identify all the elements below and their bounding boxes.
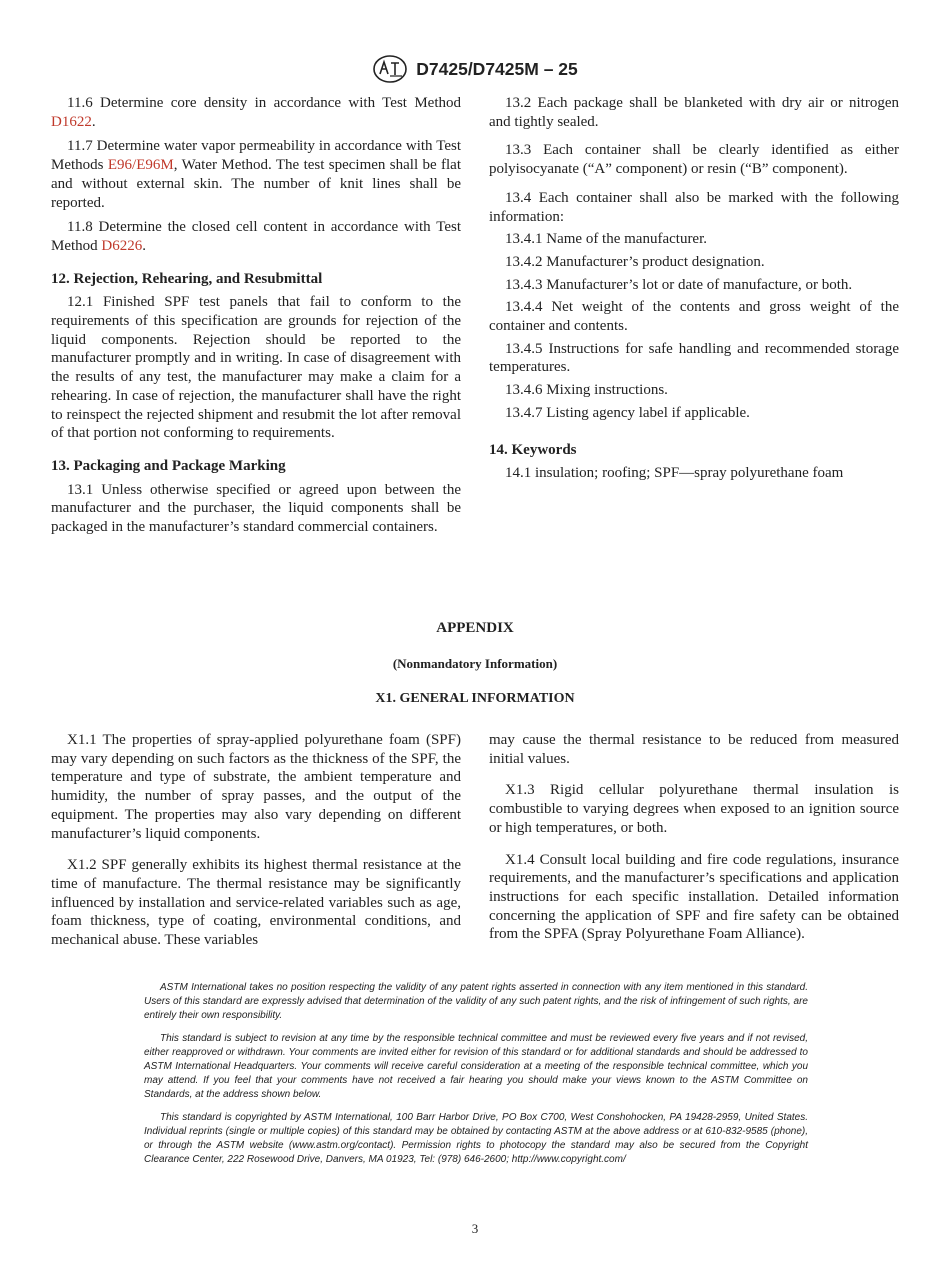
list-item: 13.4.5 Instructions for safe handling and recommended storage temperatures. bbox=[489, 340, 899, 376]
paragraph-x1-4: X1.4 Consult local building and fire code regulations, insurance requirements, and the manufacturer’s specifications and application instructions for each specific installation. Detailed information concerning the application of SPF and fire safety can be obtained from the SPFA (Spray Polyurethane Foam Alliance). bbox=[489, 851, 899, 943]
appendix-left-column bbox=[51, 731, 461, 950]
paragraph-14-1: 14.1 insulation; roofing; SPF—spray polyurethane foam bbox=[505, 465, 844, 482]
paragraph-11-7: 11.7 Determine water vapor permeability in accordance with Test Methods E96/E96M, Water Method. The test specimen shall be flat and without external skin. The number of knit lines shall be reported. bbox=[51, 138, 462, 211]
link-d1622[interactable]: D1622 bbox=[51, 113, 92, 130]
paragraph-12-1: 12.1 Finished SPF test panels that fail to conform to the requirements of this specification are grounds for rejection of the liquid components. Rejection should be reported to the manufacturer promptly and in writing. In case of disagreement with the results of any test, the manufacturer may make a claim for a rehearing. In case of rejection, the manufacturer shall have the right to reinspect the rejected shipment and resubmit the lot after removal of that portion not conforming to requirements. bbox=[51, 294, 461, 442]
list-item: 13.4.6 Mixing instructions. bbox=[505, 382, 668, 399]
paragraph-11-8: 11.8 Determine the closed cell content in accordance with Test Method D6226. bbox=[51, 219, 461, 254]
section-14-heading: 14. Keywords bbox=[489, 441, 577, 458]
paragraph-x1-2-continued: may cause the thermal resistance to be reduced from measured initial values. bbox=[489, 732, 899, 767]
paragraph-11-6: 11.6 Determine core density in accordance with Test Method D1622. bbox=[51, 95, 461, 130]
list-item: 13.4.7 Listing agency label if applicable. bbox=[505, 404, 750, 421]
footer-patent-notice: ASTM International takes no position respecting the validity of any patent rights asserted in connection with any item mentioned in this standard. Users of this standard are expressly advised that determination of the validity of any such patent rights, and the risk of infringement of such rights, are entirely their own responsibility. bbox=[144, 982, 808, 1021]
paragraph-x1-3: X1.3 Rigid cellular polyurethane thermal insulation is combustible to varying degrees when exposed to an ignition source or high temperatures, or both. bbox=[489, 782, 899, 836]
link-d6226[interactable]: D6226 bbox=[101, 237, 143, 254]
document-id: D7425/D7425M – 25 bbox=[416, 58, 578, 79]
page-header bbox=[0, 52, 950, 86]
left-column bbox=[51, 94, 461, 537]
link-e96[interactable]: E96/E96M bbox=[107, 157, 174, 174]
right-column bbox=[489, 94, 899, 483]
legal-footer bbox=[144, 981, 808, 1167]
astm-logo-icon bbox=[372, 54, 408, 84]
section-12-heading: 12. Rejection, Rehearing, and Resubmittal bbox=[51, 270, 323, 287]
paragraph-13-1: 13.1 Unless otherwise specified or agreed upon between the manufacturer and the purchaser, the liquid components shall be packaged in the manufacturer’s standard commercial containers. bbox=[51, 481, 461, 536]
x1-heading: X1. GENERAL INFORMATION bbox=[375, 691, 575, 706]
section-13-heading: 13. Packaging and Package Marking bbox=[51, 457, 286, 474]
paragraph-13-2: 13.2 Each package shall be blanketed with dry air or nitrogen and tightly sealed. bbox=[489, 95, 899, 130]
footer-revision-notice: This standard is subject to revision at any time by the responsible technical committee and must be reviewed every five years and if not revised, either reapproved or withdrawn. Your comments are invited either for revision of this standard or for additional standards and should be addressed to ASTM International Headquarters. Your comments will receive careful consideration at a meeting of the responsible technical committee, which you may attend. If you feel that your comments have not received a fair hearing you should make your views known to the ASTM Committee on Standards, at the address shown below. bbox=[144, 1033, 808, 1100]
list-item: 13.4.1 Name of the manufacturer. bbox=[505, 231, 708, 248]
appendix-title: APPENDIX bbox=[436, 620, 514, 636]
page-number: 3 bbox=[471, 1221, 479, 1236]
paragraph-x1-2: X1.2 SPF generally exhibits its highest thermal resistance at the time of manufacture. The thermal resistance may be significantly influenced by installation and service-related variables such as age, foam thickness, type of coating, environmental conditions, and mechanical abuse. These variables bbox=[51, 857, 461, 949]
paragraph-x1-1: X1.1 The properties of spray-applied polyurethane foam (SPF) may vary depending on such factors as the thickness of the SPF, the temperature and type of substrate, the ambient temperature and humidity, the number of spray passes, and the output of the equipment. The properties may also vary depending on different manufacturer’s liquid components. bbox=[51, 732, 461, 842]
list-item: 13.4.4 Net weight of the contents and gross weight of the container and contents. bbox=[489, 299, 899, 335]
list-item: 13.4.2 Manufacturer’s product designation. bbox=[505, 253, 765, 270]
appendix-subtitle: (Nonmandatory Information) bbox=[392, 656, 558, 671]
list-item: 13.4.3 Manufacturer’s lot or date of manufacture, or both. bbox=[505, 276, 853, 293]
footer-copyright-notice: This standard is copyrighted by ASTM International, 100 Barr Harbor Drive, PO Box C700, West Conshohocken, PA 19428-2959, United States. Individual reprints (single or multiple copies) of this standard may be obtained by contacting ASTM at the above address or at 610-832-9585 (phone), or through the ASTM website (www.astm.org/contact). Permission rights to photocopy the standard may also be secured from the Copyright Clearance Center, 222 Rosewood Drive, Danvers, MA 01923, Tel: (978) 646-2600; http://www.copyright.com/ bbox=[144, 1112, 808, 1165]
paragraph-13-3: 13.3 Each container shall be clearly identified as either polyisocyanate (“A” component) or resin (“B” component). bbox=[489, 142, 899, 178]
paragraph-13-4: 13.4 Each container shall also be marked with the following information: bbox=[489, 189, 899, 225]
appendix-right-column bbox=[489, 731, 899, 944]
